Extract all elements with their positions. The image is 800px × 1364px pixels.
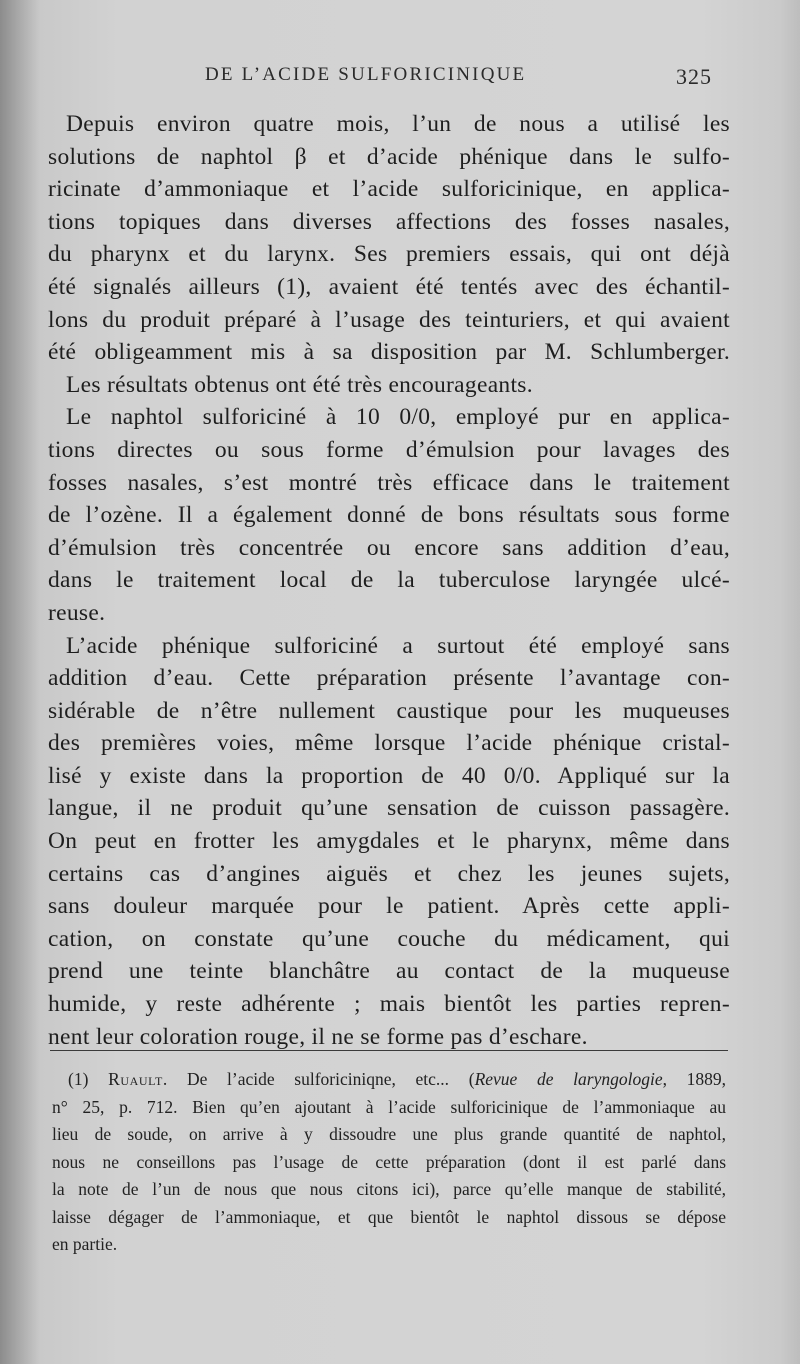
text-line: ricinate d’ammoniaque et l’acide sulforicinique, en applica- <box>48 176 730 203</box>
text-line: humide, y reste adhérente ; mais bientôt les parties repren- <box>48 991 730 1018</box>
text-line: lons du produit préparé à l’usage des teinturiers, et qui avaient <box>48 306 730 333</box>
text-line: prend une teinte blanchâtre au contact de la muqueuse <box>48 958 730 985</box>
text-line: sans douleur marquée pour le patient. Après cette appli- <box>48 893 730 920</box>
footnote-line: en partie. <box>52 1234 118 1254</box>
footnote <box>52 1066 726 1259</box>
footnote-rule <box>50 1050 728 1051</box>
text-line: langue, il ne produit qu’une sensation de cuisson passagère. <box>48 795 730 822</box>
footnote-line: lieu de soude, on arrive à y dissoudre une plus grande quantité de naphtol, <box>52 1124 726 1144</box>
text-line: cation, on constate qu’une couche du médicament, qui <box>48 925 730 952</box>
text-line: certains cas d’angines aiguës et chez les jeunes sujets, <box>48 860 730 887</box>
footnote-line: nous ne conseillons pas l’usage de cette préparation (dont il est parlé dans <box>52 1151 726 1172</box>
footnote-author: Ruault <box>108 1069 163 1089</box>
main-text <box>48 108 730 1053</box>
running-title: DE L’ACIDE SULFORICINIQUE <box>205 64 527 85</box>
text-line: fosses nasales, s’est montré très efficace dans le traitement <box>48 469 730 496</box>
text-line: tions directes ou sous forme d’émulsion pour lavages des <box>48 436 730 463</box>
footnote-line: la note de l’un de nous que nous citons ici), parce qu’elle manque de stabilité, <box>52 1179 726 1199</box>
text-line: Les résultats obtenus ont été très encourageants. <box>66 371 533 398</box>
text-line: de l’ozène. Il a également donné de bons résultats sous forme <box>48 502 730 529</box>
page-number: 325 <box>676 64 712 89</box>
text-line: solutions de naphtol β et d’acide phénique dans le sulfo- <box>48 143 730 170</box>
text-line: été signalés ailleurs (1), avaient été tentés avec des échantil- <box>48 273 730 300</box>
footnote-line: n° 25, p. 712. Bien qu’en ajoutant à l’acide sulforicinique de l’ammoniaque au <box>52 1096 726 1117</box>
text-line: reuse. <box>48 599 106 626</box>
footnote-journal: Revue de laryngologie <box>474 1069 663 1089</box>
footnote-text: , 1889, <box>662 1069 727 1089</box>
footnote-text: . De l’acide sulforiciniqne, etc... ( <box>162 1069 475 1089</box>
text-line: lisé y existe dans la proportion de 40 0/0. Appliqué sur la <box>48 762 730 789</box>
text-line: nent leur coloration rouge, il ne se forme pas d’eschare. <box>48 1023 588 1050</box>
text-line: des premières voies, même lorsque l’acide phénique cristal- <box>48 730 730 757</box>
text-line: L’acide phénique sulforiciné a surtout été employé sans <box>66 632 730 659</box>
text-line: On peut en frotter les amygdales et le pharynx, même dans <box>48 828 730 855</box>
footnote-line <box>52 1066 726 1094</box>
text-line: dans le traitement local de la tuberculose laryngée ulcé- <box>48 567 730 594</box>
text-line: été obligeamment mis à sa disposition par M. Schlumberger. <box>48 339 730 366</box>
footnote-line: laisse dégager de l’ammoniaque, et que bientôt le naphtol dissous se dépose <box>52 1206 726 1227</box>
text-line: sidérable de n’être nullement caustique pour les muqueuses <box>48 697 730 724</box>
footnote-marker: (1) <box>68 1069 89 1089</box>
text-line: tions topiques dans diverses affections des fosses nasales, <box>48 208 730 235</box>
text-line: addition d’eau. Cette préparation présente l’avantage con- <box>48 665 730 692</box>
text-line: d’émulsion très concentrée ou encore sans addition d’eau, <box>48 534 730 561</box>
page-header <box>0 60 800 94</box>
text-line: du pharynx et du larynx. Ses premiers essais, qui ont déjà <box>48 241 730 268</box>
text-line: Depuis environ quatre mois, l’un de nous a utilisé les <box>66 111 730 137</box>
text-line: Le naphtol sulforiciné à 10 0/0, employé pur en applica- <box>66 404 730 431</box>
